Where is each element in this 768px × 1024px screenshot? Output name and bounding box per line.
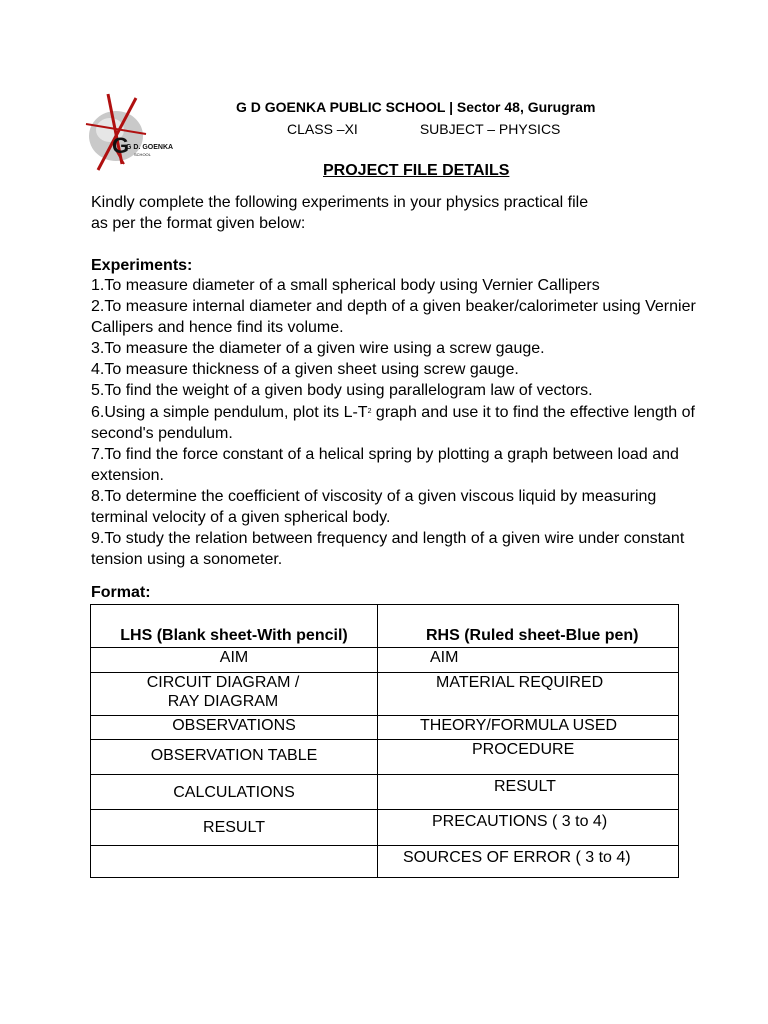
lhs-cell: CIRCUIT DIAGRAM / RAY DIAGRAM <box>91 673 378 716</box>
subject-label: SUBJECT – PHYSICS <box>419 121 561 137</box>
intro-line: as per the format given below: <box>91 215 306 232</box>
svg-text:G D. GOENKA: G D. GOENKA <box>126 144 174 151</box>
svg-text:G: G <box>112 133 130 158</box>
experiment-item: 9.To study the relation between frequency and length of a given wire under constant tension using a sonometer. <box>91 530 685 568</box>
rhs-cell: MATERIAL REQUIRED <box>378 673 679 716</box>
rhs-cell: AIM <box>378 648 679 673</box>
table-row <box>91 775 679 810</box>
school-logo <box>76 90 180 174</box>
rhs-cell: PRECAUTIONS ( 3 to 4) <box>378 810 679 846</box>
rhs-cell: SOURCES OF ERROR ( 3 to 4) <box>378 846 679 878</box>
format-heading: Format: <box>91 584 151 601</box>
table-row <box>91 740 679 775</box>
rhs-cell: RESULT <box>378 775 679 810</box>
lhs-cell: OBSERVATION TABLE <box>91 740 378 775</box>
experiment-item: 2.To measure internal diameter and depth of a given beaker/calorimeter using Vernier Callipers and hence find its volume. <box>91 298 696 336</box>
experiment-text: graph and use it to find the effective length of second's pendulum. <box>91 404 695 442</box>
svg-text:SCHOOL: SCHOOL <box>134 152 151 157</box>
lhs-header: LHS (Blank sheet-With pencil) <box>91 605 378 648</box>
superscript: 2 <box>367 408 372 415</box>
format-table <box>90 604 679 878</box>
school-logo-graphic <box>76 90 180 174</box>
intro-line: Kindly complete the following experiments in your physics practical file <box>91 194 589 211</box>
lhs-cell: OBSERVATIONS <box>91 716 378 740</box>
intro-paragraph <box>91 192 711 234</box>
table-row <box>91 810 679 846</box>
school-name: G D GOENKA PUBLIC SCHOOL | Sector 48, Gurugram <box>236 99 596 115</box>
class-label: CLASS –XI <box>287 121 358 137</box>
rhs-cell: THEORY/FORMULA USED <box>378 716 679 740</box>
experiment-item: 7.To find the force constant of a helical spring by plotting a graph between load and extension. <box>91 446 679 484</box>
experiments-heading: Experiments: <box>91 257 193 274</box>
lhs-cell <box>91 846 378 878</box>
table-row <box>91 673 679 716</box>
table-row <box>91 716 679 740</box>
rhs-header: RHS (Ruled sheet-Blue pen) <box>378 605 679 648</box>
rhs-cell: PROCEDURE <box>378 740 679 775</box>
lhs-cell: AIM <box>91 648 378 673</box>
experiment-item: 5.To find the weight of a given body using parallelogram law of vectors. <box>91 382 593 399</box>
page-title: PROJECT FILE DETAILS <box>323 162 510 179</box>
table-row <box>91 846 679 878</box>
experiment-text: 6.Using a simple pendulum, plot its L-T <box>91 404 368 421</box>
class-subject-line <box>287 121 560 137</box>
lhs-cell: RESULT <box>91 810 378 846</box>
experiment-item: 1.To measure diameter of a small spherical body using Vernier Callipers <box>91 277 600 294</box>
experiment-item <box>91 401 711 444</box>
experiment-item: 8.To determine the coefficient of viscosity of a given viscous liquid by measuring terminal velocity of a given spherical body. <box>91 488 657 526</box>
experiment-item: 3.To measure the diameter of a given wire using a screw gauge. <box>91 340 545 357</box>
table-header-row <box>91 605 679 648</box>
experiments-list <box>91 275 711 570</box>
experiment-item: 4.To measure thickness of a given sheet using screw gauge. <box>91 361 519 378</box>
table-row <box>91 648 679 673</box>
lhs-cell: CALCULATIONS <box>91 775 378 810</box>
